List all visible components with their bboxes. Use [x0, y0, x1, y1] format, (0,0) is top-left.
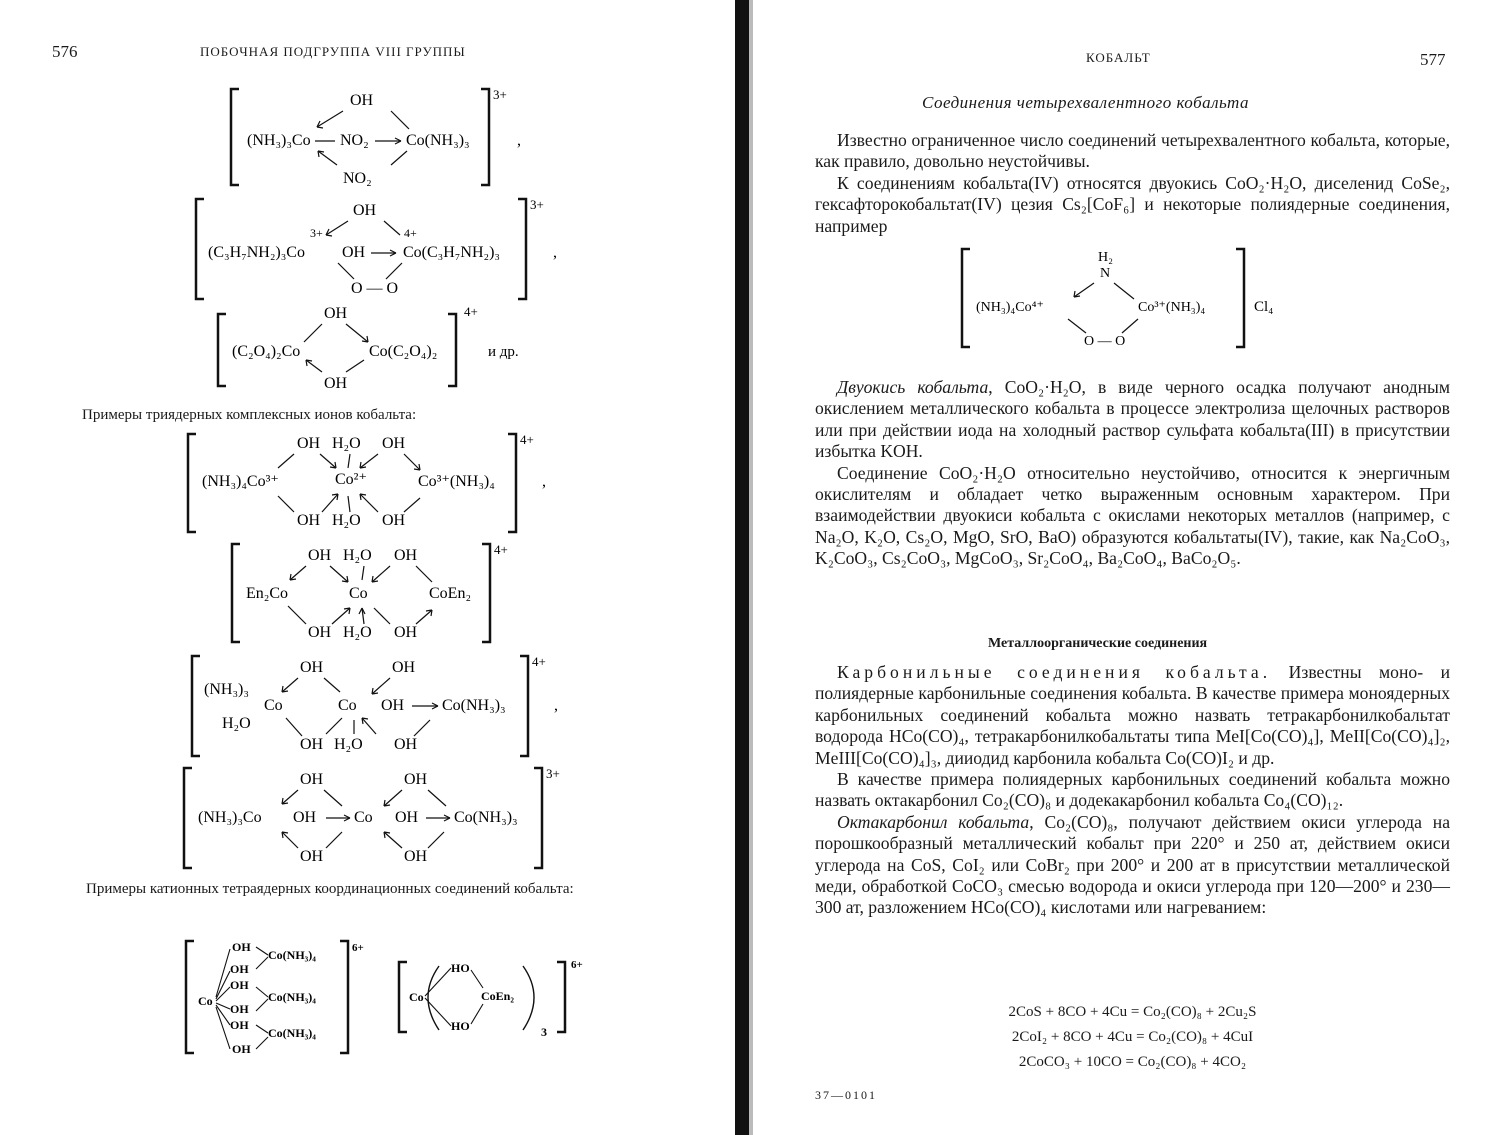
- svg-text:CoEn₂: CoEn₂: [429, 585, 472, 602]
- paragraph-3: Двуокись кобальта, CoO₂·H₂O, в виде черного осадка получают анодным окислением металлического кобальта в процессе электролиза щелочных растворов или при действии иода на холодный раствор сульфата кобальта(III) в присутствии избытка KOH.: [815, 377, 1450, 462]
- svg-text:Co²⁺: Co²⁺: [335, 471, 367, 488]
- svg-text:OH: OH: [297, 435, 321, 452]
- formula-10: [958, 245, 1298, 353]
- f1-charge: 3+: [493, 87, 507, 102]
- svg-text:6+: 6+: [352, 942, 364, 954]
- svg-text:OH: OH: [230, 1002, 249, 1016]
- footer-mark: 37—0101: [815, 1088, 877, 1102]
- formula-1: [225, 85, 545, 190]
- f1-top: OH: [350, 92, 374, 109]
- equation-1: 2CoS + 8CO + 4Cu = Co₂(CO)₈ + 2Cu₂S: [1008, 1004, 1257, 1020]
- svg-text:Co(NH₃)₄: Co(NH₃)₄: [268, 1026, 316, 1040]
- paragraph-6: В качестве примера полиядерных карбонильных соединений кобальта можно назвать октакарбонил Co₂(CO)₈ и додекакарбонил кобальта Co₄(CO)₁₂.: [815, 769, 1450, 811]
- formula-4: [182, 428, 572, 538]
- svg-text:OH: OH: [404, 848, 428, 865]
- svg-text:OH: OH: [230, 1018, 249, 1032]
- svg-text:OH: OH: [308, 624, 332, 641]
- svg-text:(C₃H₇NH₂)₃Co: (C₃H₇NH₂)₃Co: [208, 244, 305, 261]
- svg-text:Co: Co: [349, 585, 368, 602]
- svg-text:H₂O: H₂O: [343, 547, 372, 564]
- svg-text:O — O: O — O: [1084, 334, 1126, 349]
- svg-text:O — O: O — O: [351, 280, 399, 297]
- svg-text:Co(NH₃)₄: Co(NH₃)₄: [268, 948, 316, 962]
- svg-text:OH: OH: [300, 771, 324, 788]
- svg-text:,: ,: [517, 132, 521, 149]
- svg-text:Co: Co: [354, 809, 373, 826]
- svg-text:Cl₄: Cl₄: [1254, 299, 1274, 315]
- paragraph-1: Известно ограниченное число соединений четырехвалентного кобальта, которые, как правило, довольно неустойчивы.: [815, 130, 1450, 172]
- svg-text:(NH₃)₄Co⁴⁺: (NH₃)₄Co⁴⁺: [976, 300, 1044, 315]
- formula-2: [188, 195, 588, 303]
- svg-text:Co: Co: [198, 994, 213, 1008]
- svg-text:OH: OH: [300, 848, 324, 865]
- heading-organometallic: Металлоорганические соединения: [988, 636, 1208, 651]
- right-running-head: КОБАЛЬТ: [1086, 50, 1151, 65]
- svg-text:OH: OH: [293, 809, 317, 826]
- svg-text:HO: HO: [451, 1019, 470, 1033]
- svg-text:4+: 4+: [464, 304, 478, 319]
- svg-text:6+: 6+: [571, 959, 583, 971]
- svg-text:Co(NH₃)₄: Co(NH₃)₄: [268, 990, 316, 1004]
- svg-text:4+: 4+: [520, 432, 534, 447]
- svg-text:,: ,: [553, 244, 557, 261]
- svg-text:OH: OH: [395, 809, 419, 826]
- f1-bottom: NO₂: [343, 170, 372, 187]
- svg-text:OH: OH: [308, 547, 332, 564]
- svg-text:OH: OH: [392, 659, 416, 676]
- svg-text:OH: OH: [324, 375, 348, 392]
- svg-text:Co: Co: [338, 697, 357, 714]
- svg-text:OH: OH: [300, 736, 324, 753]
- svg-text:Co³⁺(NH₃)₄: Co³⁺(NH₃)₄: [1138, 300, 1206, 315]
- svg-text:OH: OH: [324, 305, 348, 322]
- f1-right: Co(NH₃)₃: [406, 132, 470, 149]
- svg-text:H₂O: H₂O: [222, 715, 251, 732]
- svg-text:Co: Co: [264, 697, 283, 714]
- paragraph-5: Карбонильные соединения кобальта. Известны моно- и полиядерные карбонильные соединения кобальта. В качестве примера моноядерных карбонильных соединений кобальта можно назвать тетракарбонилкобальтат водорода HCo(CO)₄, тетракарбонилкобальтаты типа MeI[Co(CO)₄], MeII[Co(CO)₄]₂, MeIII[Co(CO)₄]₃, дииодид карбонила кобальта Co(CO)I₂ и др.: [815, 662, 1451, 768]
- svg-text:OH: OH: [394, 624, 418, 641]
- svg-text:4+: 4+: [494, 542, 508, 557]
- svg-text:OH: OH: [382, 512, 406, 529]
- svg-text:OH: OH: [342, 244, 366, 261]
- formula-9: [395, 952, 595, 1042]
- left-page-number: 576: [52, 42, 78, 61]
- f1-mid: NO₂: [340, 132, 369, 149]
- svg-text:OH: OH: [353, 202, 377, 219]
- equations: [815, 1000, 1450, 1075]
- svg-text:OH: OH: [382, 435, 406, 452]
- book-gutter: [735, 0, 749, 1135]
- formula-5: [226, 540, 526, 648]
- svg-text:(NH₃)₄Co³⁺: (NH₃)₄Co³⁺: [202, 473, 279, 490]
- svg-text:OH: OH: [394, 736, 418, 753]
- svg-text:OH: OH: [297, 512, 321, 529]
- svg-text:H₂O: H₂O: [332, 512, 361, 529]
- section-intro: [815, 130, 1450, 237]
- svg-text:H₂O: H₂O: [343, 624, 372, 641]
- svg-text:3: 3: [541, 1025, 547, 1039]
- svg-text:H₂O: H₂O: [332, 435, 361, 452]
- formula-7: [178, 764, 578, 874]
- paragraph-4: Соединение CoO₂·H₂O относительно неустойчиво, относится к энергичным окислителям и обладает четко выраженным основным характером. При взаимодействии двуокиси кобальта с окислами некоторых металлов (например, с Na₂O, K₂O, Cs₂O, MgO, SrO, BaO) образуются кобальтаты(IV), такие, как Na₂CoO₃, K₂CoO₃, Cs₂CoO₃, MgCoO₃, Sr₂CoO₄, Ba₂CoO₄, BaCo₂O₅.: [815, 462, 1450, 569]
- svg-text:4+: 4+: [532, 654, 546, 669]
- formula-6: [186, 652, 576, 762]
- f1-left: (NH₃)₃Co: [247, 132, 311, 149]
- svg-text:,: ,: [542, 473, 546, 490]
- svg-text:OH: OH: [232, 940, 251, 954]
- svg-text:OH: OH: [394, 547, 418, 564]
- svg-text:и др.: и др.: [488, 344, 519, 360]
- svg-text:H₂: H₂: [1098, 250, 1113, 265]
- equation-3: 2CoCO₃ + 10CO = Co₂(CO)₈ + 4CO₂: [1018, 1054, 1247, 1070]
- svg-text:Co(NH₃)₃: Co(NH₃)₃: [454, 809, 518, 826]
- book-gutter-shadow: [749, 0, 753, 1135]
- svg-text:Co(NH₃)₃: Co(NH₃)₃: [442, 697, 506, 714]
- svg-text:,: ,: [554, 697, 558, 714]
- svg-text:N: N: [1100, 266, 1111, 281]
- section-body: [815, 377, 1450, 570]
- formula-3: [212, 302, 552, 392]
- svg-text:3+: 3+: [530, 197, 544, 212]
- svg-text:3+: 3+: [310, 226, 323, 240]
- svg-text:(NH₃)₃: (NH₃)₃: [204, 681, 249, 698]
- svg-text:CoEn₂: CoEn₂: [481, 989, 514, 1003]
- svg-text:Co(C₃H₇NH₂)₃: Co(C₃H₇NH₂)₃: [403, 244, 500, 261]
- caption-trinuclear: Примеры триядерных комплексных ионов кобальта:: [82, 407, 417, 423]
- svg-text:OH: OH: [230, 962, 249, 976]
- formula-8: [180, 935, 380, 1060]
- section-title: Соединения четырехвалентного кобальта: [922, 93, 1250, 112]
- svg-text:OH: OH: [300, 659, 324, 676]
- svg-text:Co: Co: [409, 990, 424, 1004]
- svg-text:OH: OH: [404, 771, 428, 788]
- svg-text:3+: 3+: [546, 766, 560, 781]
- svg-text:OH: OH: [232, 1042, 251, 1056]
- equation-2: 2CoI₂ + 8CO + 4Cu = Co₂(CO)₈ + 4CuI: [1011, 1029, 1254, 1045]
- svg-text:Co³⁺(NH₃)₄: Co³⁺(NH₃)₄: [418, 473, 495, 490]
- svg-text:OH: OH: [381, 697, 405, 714]
- right-page-number: 577: [1420, 50, 1446, 69]
- left-running-head: ПОБОЧНАЯ ПОДГРУППА VIII ГРУППЫ: [200, 44, 466, 59]
- svg-text:(NH₃)₃Co: (NH₃)₃Co: [198, 809, 262, 826]
- svg-text:En₂Co: En₂Co: [246, 585, 289, 602]
- paragraph-7: Октакарбонил кобальта, Co₂(CO)₈, получают действием окиси углерода на порошкообразный металлический кобальт при 220° и 250 ат, действием окиси углерода на CoS, CoI₂ или CoBr₂ при 200° и 200 ат в присутствии металлической меди, обработкой CoCO₃ смесью водорода и окиси углерода при 120—200° и 230—300 ат, разложением HCo(CO)₄ кислотами или нагреванием:: [815, 811, 1450, 918]
- svg-text:OH: OH: [230, 978, 249, 992]
- svg-text:H₂O: H₂O: [334, 736, 363, 753]
- svg-text:HO: HO: [451, 961, 470, 975]
- svg-text:Co(C₂O₄)₂: Co(C₂O₄)₂: [369, 343, 438, 360]
- paragraph-2: К соединениям кобальта(IV) относятся двуокись CoO₂·H₂O, диселенид CoSe₂, гексафторокобальтат(IV) цезия Cs₂[CoF₆] и некоторые полиядерные соединения, например: [815, 172, 1450, 236]
- svg-text:(C₂O₄)₂Co: (C₂O₄)₂Co: [232, 343, 301, 360]
- caption-tetranuclear: Примеры катионных тетраядерных координационных соединений кобальта:: [86, 881, 574, 897]
- svg-text:4+: 4+: [404, 226, 417, 240]
- organometallic-body: [815, 662, 1450, 919]
